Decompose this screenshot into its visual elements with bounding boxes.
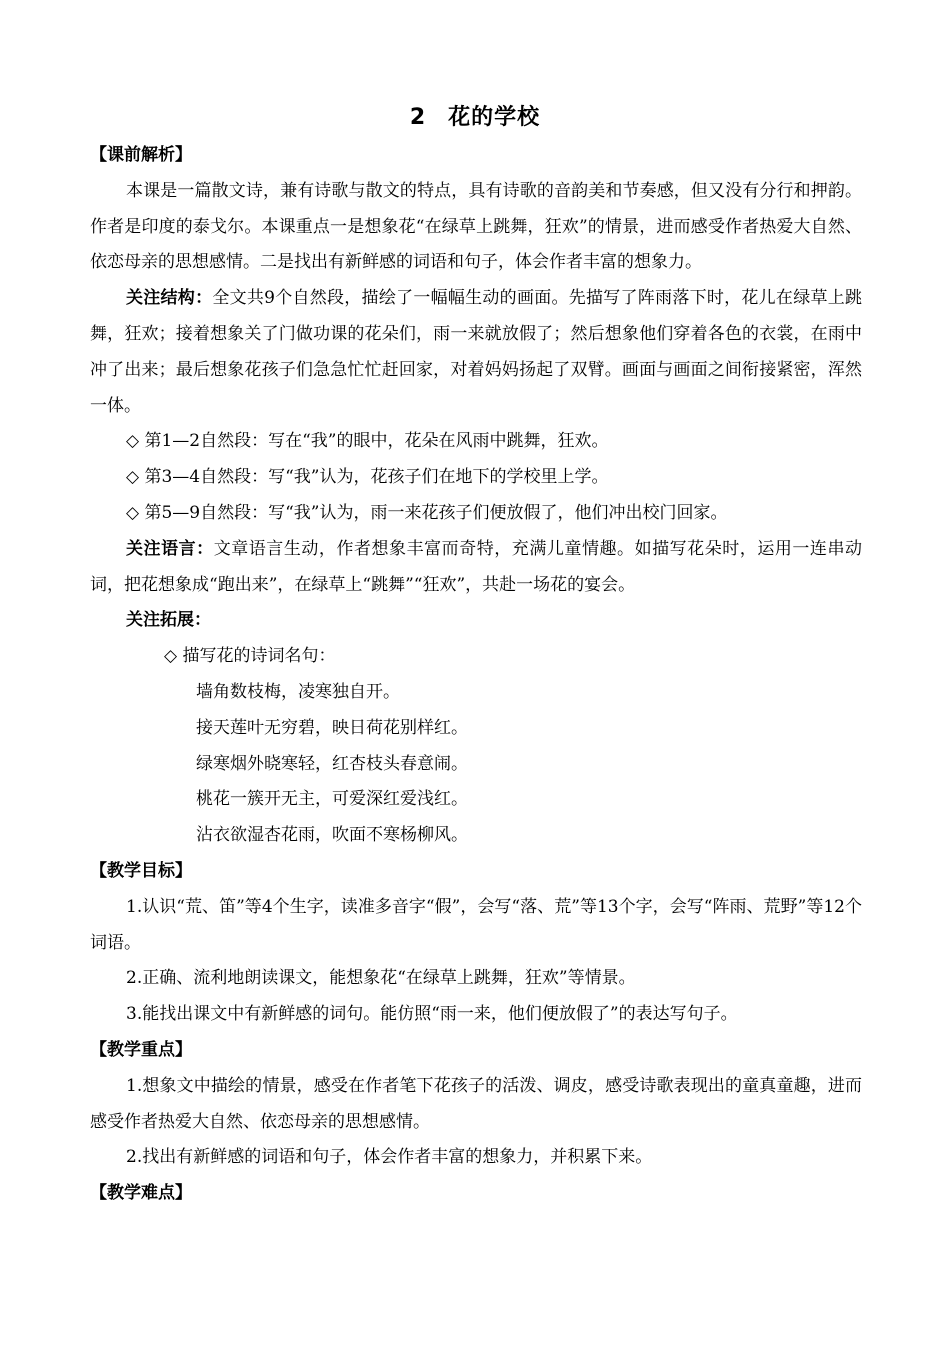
poem-line: 绿寒烟外晓寒轻，红杏枝头春意闹。 [196,753,468,774]
preview-intro: 本课是一篇散文诗，兼有诗歌与散文的特点，具有诗歌的音韵美和节奏感，但又没有分行和押韵。作者是印度的泰戈尔。本课重点一是想象花“在绿草上跳舞，狂欢”的情景，进而感受作者热爱大自然、依恋母亲的思想感情。二是找出有新鲜感的词语和句子，体会作者丰富的想象力。 [90,180,862,273]
poem-line: 沾衣欲湿杏花雨，吹面不寒杨柳风。 [196,825,468,846]
lesson-title-text: 花的学校 [448,105,541,130]
key-point-item: 1.想象文中描绘的情景，感受在作者笔下花孩子的活泼、调皮，感受诗歌表现出的童真童趣，进而感受作者热爱大自然、依恋母亲的思想感情。 [90,1075,862,1132]
section-heading-difficulties: 【教学难点】 [90,1183,192,1204]
section-heading-goals: 【教学目标】 [90,860,192,881]
structure-item: ◇ 第1—2自然段：写在“我”的眼中，花朵在风雨中跳舞，狂欢。 [126,431,609,452]
structure-text: 全文共9个自然段，描绘了一幅幅生动的画面。先描写了阵雨落下时，花儿在绿草上跳舞，狂欢；接着想象关了门做功课的花朵们，雨一来就放假了；然后想象他们穿着各色的衣裳，在雨中冲了出来；最后想象花孩子们急急忙忙赶回家，对着妈妈扬起了双臂。画面与画面之间衔接紧密，浑然一体。 [90,288,862,416]
structure-item: ◇ 第3—4自然段：写“我”认为，花孩子们在地下的学校里上学。 [126,467,609,488]
document-body [90,138,862,1212]
language-paragraph [90,532,862,604]
goal-item: 3.能找出课文中有新鲜感的词句。能仿照“雨一来，他们便放假了”的表达写句子。 [126,1004,738,1025]
lesson-number: 2 [409,105,427,130]
key-point-item: 2.找出有新鲜感的词语和句子，体会作者丰富的想象力，并积累下来。 [126,1147,653,1168]
extension-label: 关注拓展： [126,610,211,631]
lesson-title [0,102,950,134]
goal-item: 2.正确、流利地朗读课文，能想象花“在绿草上跳舞，狂欢”等情景。 [126,968,636,989]
structure-label: 关注结构： [126,288,213,309]
structure-paragraph [90,281,862,424]
extension-item: ◇ 描写花的诗词名句： [164,646,336,667]
section-heading-preview: 【课前解析】 [90,145,192,165]
poem-line: 墙角数枝梅，凌寒独自开。 [196,681,400,702]
language-text: 文章语言生动，作者想象丰富而奇特，充满儿童情趣。如描写花朵时，运用一连串动词，把花想象成“跑出来”，在绿草上“跳舞”“狂欢”，共赴一场花的宴会。 [90,538,863,595]
section-heading-key-points: 【教学重点】 [90,1039,192,1060]
structure-item: ◇ 第5—9自然段：写“我”认为，雨一来花孩子们便放假了，他们冲出校门回家。 [126,502,728,523]
goal-item: 1.认识“荒、笛”等4个生字，读准多音字“假”，会写“落、荒”等13个字，会写“阵雨、荒野”等12个词语。 [90,896,862,953]
poem-line: 桃花一簇开无主，可爱深红爱浅红。 [196,789,468,810]
language-label: 关注语言： [126,538,214,559]
poem-line: 接天莲叶无穷碧，映日荷花别样红。 [196,717,468,738]
